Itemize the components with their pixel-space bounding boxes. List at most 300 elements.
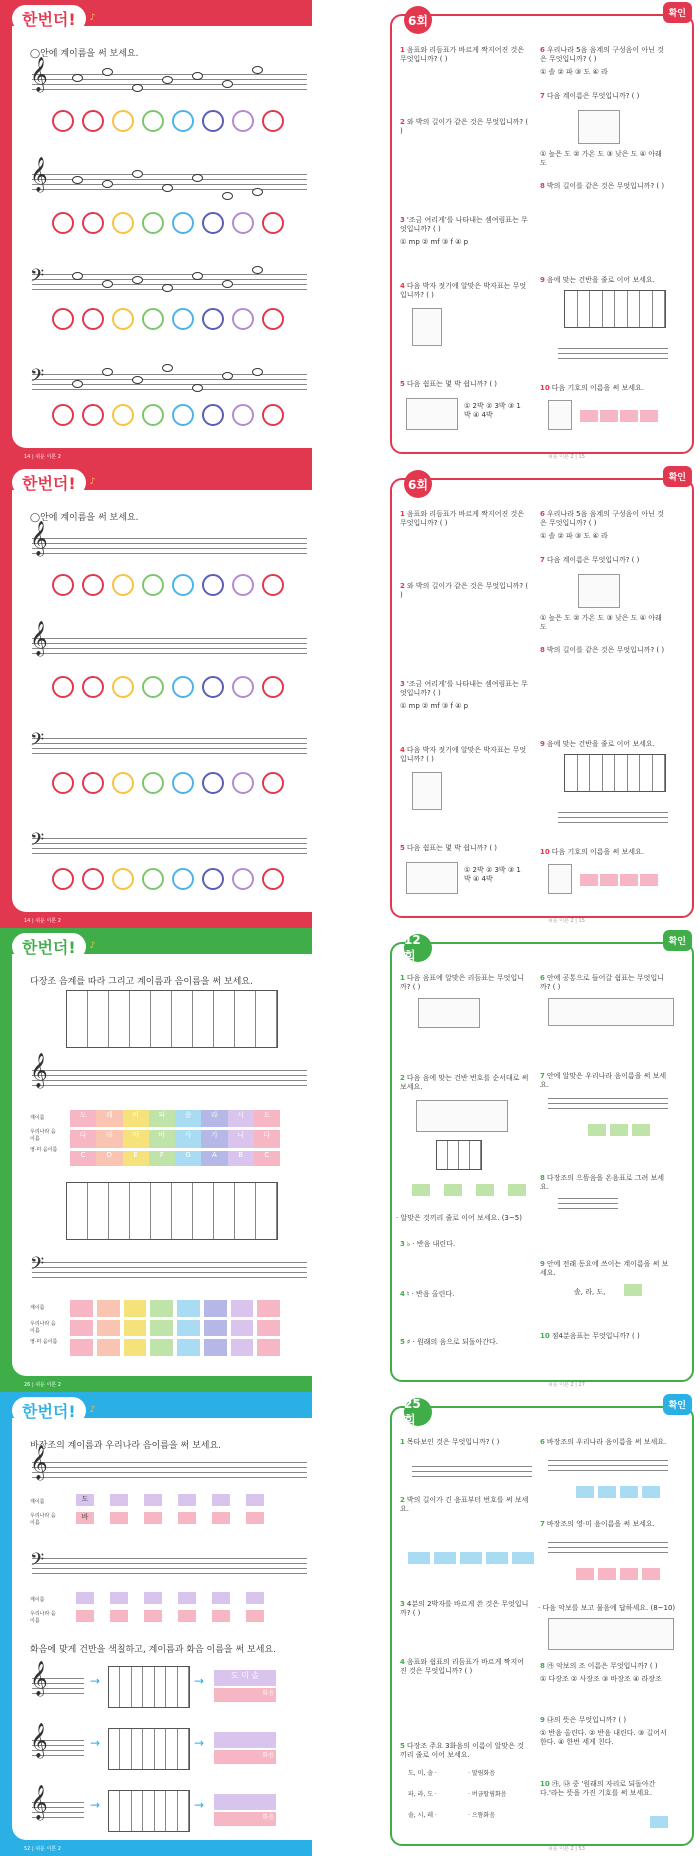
answer-box[interactable] <box>576 1486 594 1498</box>
treble-clef-icon: 𝄞 <box>30 57 48 92</box>
question-9 <box>540 1260 670 1278</box>
note <box>132 376 143 384</box>
question-text: 안에 알맞은 우리나라 음이름을 써 보세요. <box>540 1072 667 1090</box>
question-5 <box>400 380 530 389</box>
note <box>162 284 173 292</box>
answer-circle[interactable] <box>82 676 104 698</box>
note <box>252 368 263 376</box>
solfege-cell: 시 <box>228 1110 254 1127</box>
note <box>132 170 143 178</box>
question-number: 1 <box>400 1438 405 1446</box>
answer-circle[interactable] <box>172 868 194 890</box>
answer-box[interactable] <box>460 1552 482 1564</box>
question-number: 1 <box>400 974 405 982</box>
question-8 <box>540 182 670 191</box>
question-5: 5 ♯ · 원래의 음으로 되돌아간다. <box>400 1338 499 1346</box>
symbol-figure <box>548 864 572 894</box>
question-text: 음에 맞는 건반을 줄로 이어 보세요. <box>546 740 655 748</box>
solfege-cell: 솔 <box>175 1110 201 1127</box>
question-number: 4 <box>400 282 405 290</box>
answer-box[interactable] <box>476 1184 494 1196</box>
answer-circle[interactable] <box>142 212 164 234</box>
answer-circle[interactable] <box>262 308 284 330</box>
answer-box[interactable] <box>178 1592 196 1604</box>
answer-circle[interactable] <box>112 868 134 890</box>
question-text: 우리나라 5음 음계의 구성음이 아닌 것은 무엇입니까? ( ) <box>540 46 664 64</box>
conducting-figure <box>412 772 442 810</box>
answer-box[interactable] <box>110 1592 128 1604</box>
answer-circle[interactable] <box>142 308 164 330</box>
chord-keyboard-2[interactable] <box>108 1728 190 1770</box>
answer-circle[interactable] <box>82 110 104 132</box>
symbol-figure <box>548 400 572 430</box>
row-label-english: 영·미 음이름 <box>30 1339 58 1345</box>
question-number: 6 <box>540 974 545 982</box>
note <box>252 66 263 74</box>
answer-circle[interactable] <box>82 772 104 794</box>
note <box>192 72 203 80</box>
arrow-right-icon: → <box>194 1736 205 1750</box>
answer-circle[interactable] <box>82 868 104 890</box>
note <box>102 180 113 188</box>
question-text: 와 박의 길이가 같은 것은 무엇입니까? ( ) <box>400 582 529 600</box>
question-6 <box>540 46 670 77</box>
question-7-options: ① 높은 도 ② 가온 도 ③ 낮은 도 ④ 아래 도 <box>540 150 662 168</box>
piano-keyboard-top[interactable] <box>66 990 278 1048</box>
answer-box[interactable] <box>246 1494 264 1506</box>
answer-box[interactable] <box>610 1124 628 1136</box>
question-10 <box>540 384 670 393</box>
question-1 <box>400 1438 530 1447</box>
answer-box[interactable] <box>620 410 638 422</box>
check-badge: 확인 <box>663 930 692 951</box>
question-text: 다음 음표에 알맞은 리듬표는 무엇입니까? ( ) <box>400 974 524 992</box>
q7-staff <box>548 1538 668 1556</box>
piano-keyboard-bottom[interactable] <box>66 1182 278 1240</box>
answer-circle[interactable] <box>262 772 284 794</box>
answer-box[interactable] <box>178 1512 196 1524</box>
left-instruction: 다장조 음계를 따라 그리고 계이름과 음이름을 써 보세요. <box>30 977 253 987</box>
answer-box[interactable] <box>620 874 638 886</box>
question-text: ㉮ 악보의 조 이름은 무엇입니까? ( ) <box>546 1662 658 1670</box>
bass-clef-icon: 𝄢 <box>30 1254 45 1279</box>
note <box>192 384 203 392</box>
question-text: 다음 기호의 이름을 써 보세요. <box>551 848 645 856</box>
question-2 <box>400 1496 530 1514</box>
answer-circle[interactable] <box>142 868 164 890</box>
answer-box[interactable] <box>178 1494 196 1506</box>
solfege-cell: 라 <box>201 1110 227 1127</box>
answer-box[interactable] <box>650 1816 668 1828</box>
english-cell: E <box>123 1151 149 1166</box>
answer-circle[interactable] <box>172 404 194 426</box>
answer-circle[interactable] <box>52 772 74 794</box>
answer-box[interactable] <box>640 874 658 886</box>
chord-solfege-box[interactable] <box>214 1732 276 1748</box>
answer-box[interactable] <box>434 1552 456 1564</box>
answer-circle[interactable] <box>172 676 194 698</box>
question-options: ① 솔 ② 파 ③ 도 ④ 라 <box>540 532 608 541</box>
left-page <box>0 0 312 464</box>
answer-circle[interactable] <box>202 868 224 890</box>
answer-box[interactable] <box>408 1552 430 1564</box>
question-text: 다음 박자 젓기에 알맞은 박자표는 무엇입니까? ( ) <box>400 282 527 300</box>
answer-box[interactable] <box>246 1592 264 1604</box>
answer-box[interactable] <box>444 1184 462 1196</box>
english-cell: G <box>175 1151 201 1166</box>
answer-box[interactable] <box>512 1552 534 1564</box>
question-number: 5 <box>400 1742 405 1750</box>
session-badge: 6회 <box>404 6 432 34</box>
answer-box[interactable] <box>144 1494 162 1506</box>
answer-circle[interactable] <box>232 308 254 330</box>
mini-keyboard[interactable] <box>436 1140 482 1170</box>
english-cell: C <box>254 1151 280 1166</box>
answer-box[interactable] <box>624 1284 642 1296</box>
question-number: 6 <box>540 510 545 518</box>
question-2 <box>400 118 530 136</box>
answer-circle[interactable] <box>52 676 74 698</box>
answer-circle[interactable] <box>232 110 254 132</box>
answer-circle[interactable] <box>202 212 224 234</box>
question-text: 음표와 쉼표의 리듬표가 바르게 짝지어진 것은 무엇입니까? ( ) <box>400 1658 524 1676</box>
question-number: 2 <box>400 1074 405 1082</box>
question-3 <box>400 216 530 247</box>
question-number: 10 <box>540 384 550 392</box>
answer-circle[interactable] <box>112 308 134 330</box>
question-text: 다음 계이름은 무엇입니까? ( ) <box>546 556 640 564</box>
answer-circle[interactable] <box>172 212 194 234</box>
answer-box[interactable] <box>76 1592 94 1604</box>
question-text: 다음 박자 젓기에 알맞은 박자표는 무엇입니까? ( ) <box>400 746 527 764</box>
question-text: 4분의 2박자를 바르게 쓴 것은 무엇입니까? ( ) <box>400 1600 529 1618</box>
left-page <box>0 928 312 1392</box>
answer-box[interactable] <box>110 1512 128 1524</box>
answer-box[interactable] <box>110 1610 128 1622</box>
answer-box[interactable] <box>600 874 618 886</box>
answer-box[interactable] <box>642 1568 660 1580</box>
rest-figure <box>406 398 458 430</box>
treble-clef-icon: 𝄞 <box>30 157 48 192</box>
answer-box[interactable] <box>212 1512 230 1524</box>
row-label-solfege: 계이름 <box>30 1115 45 1121</box>
answer-circle[interactable] <box>262 110 284 132</box>
answer-box[interactable] <box>632 1124 650 1136</box>
answer-circle[interactable] <box>202 308 224 330</box>
question-number: 6 <box>540 46 545 54</box>
note <box>222 280 233 288</box>
match-left[interactable]: 도, 미, 솔 · <box>408 1770 437 1777</box>
spread-2 <box>0 464 700 928</box>
note <box>72 272 83 280</box>
answer-circle[interactable] <box>232 404 254 426</box>
answer-box[interactable] <box>246 1610 264 1622</box>
answer-circle[interactable] <box>262 868 284 890</box>
answer-box[interactable] <box>178 1610 196 1622</box>
question-text: '조금 여리게'를 나타내는 셈여림표는 무엇입니까? ( ) <box>400 216 528 234</box>
row-label-korean: 우리나라 음이름 <box>30 1513 56 1526</box>
match-right[interactable]: · 으뜸화음 <box>468 1812 495 1819</box>
answer-staff <box>558 344 668 362</box>
question-number: 5 <box>400 844 405 852</box>
arrow-right-icon: → <box>194 1674 205 1688</box>
question-9 <box>540 740 670 749</box>
answer-circle[interactable] <box>202 404 224 426</box>
question-6 <box>540 974 670 992</box>
question-9 <box>540 276 670 285</box>
answer-box[interactable] <box>508 1184 526 1196</box>
row-label-korean: 우리나라 음이름 <box>30 1611 56 1624</box>
answer-circle[interactable] <box>142 110 164 132</box>
question-6 <box>540 1438 670 1447</box>
treble-clef-icon: 𝄞 <box>30 1723 48 1758</box>
spread-3 <box>0 928 700 1392</box>
staff-1 <box>30 57 307 92</box>
left-header <box>12 4 95 32</box>
question-7 <box>540 92 670 101</box>
answer-circle[interactable] <box>52 308 74 330</box>
answer-box[interactable] <box>642 1486 660 1498</box>
question-text: 음표와 리듬표가 바르게 짝지어진 것은 무엇입니까? ( ) <box>400 46 524 64</box>
answer-circle[interactable] <box>262 212 284 234</box>
question-5-options: ① 2박 ② 3박 ③ 1박 ④ 4박 <box>464 866 521 884</box>
rhythm-figure <box>418 998 480 1028</box>
answer-circle[interactable] <box>112 772 134 794</box>
answer-box[interactable] <box>580 410 598 422</box>
answer-box[interactable] <box>246 1512 264 1524</box>
right-footer: 쉬운 이론 2 | 15 <box>548 918 585 924</box>
piano-keyboard[interactable] <box>564 754 666 792</box>
question-text: 다장조의 으뜸음을 온음표로 그려 보세요. <box>540 1174 664 1192</box>
bass-staff <box>30 1550 307 1576</box>
question-text: ㉯의 뜻은 무엇입니까? ( ) <box>546 1716 627 1724</box>
note <box>72 380 83 388</box>
answer-circle[interactable] <box>112 574 134 596</box>
answer-circle[interactable] <box>262 574 284 596</box>
answer-box[interactable] <box>640 410 658 422</box>
answer-circle[interactable] <box>202 574 224 596</box>
row-label-korean: 우리나라 음이름 <box>30 1129 56 1142</box>
question-options: ① mp ② mf ③ f ④ p <box>400 702 469 711</box>
chord-name-box: 화음 <box>214 1812 276 1826</box>
treble-staff <box>30 1053 307 1088</box>
rest-staff-figure <box>548 998 674 1026</box>
answer-circle[interactable] <box>112 110 134 132</box>
note <box>72 176 83 184</box>
small-tag: ♪ <box>89 1405 96 1415</box>
rest-figure <box>406 862 458 894</box>
answer-circle[interactable] <box>232 212 254 234</box>
answer-circle[interactable] <box>202 110 224 132</box>
note <box>222 192 233 200</box>
question-number: 3 <box>400 1600 405 1608</box>
question-text: 박의 길이가 긴 음표부터 번호를 써 보세요. <box>400 1496 529 1514</box>
question-1 <box>400 46 530 64</box>
question-number: 8 <box>540 182 545 190</box>
answer-circle[interactable] <box>52 212 74 234</box>
question-text: 다음 쉼표는 몇 박 쉽니까? ( ) <box>406 380 498 388</box>
answer-circle[interactable] <box>52 404 74 426</box>
question-2 <box>400 1074 530 1092</box>
answer-circle[interactable] <box>232 772 254 794</box>
answer-circle[interactable] <box>82 404 104 426</box>
answer-staff <box>558 808 668 826</box>
question-10 <box>540 848 670 857</box>
answer-circle[interactable] <box>112 212 134 234</box>
question-7-options: ① 높은 도 ② 가온 도 ③ 낮은 도 ④ 아래 도 <box>540 614 662 632</box>
right-page <box>388 464 700 928</box>
row-label-korean: 우리나라 음이름 <box>30 1321 56 1334</box>
answer-circle[interactable] <box>112 676 134 698</box>
match-right[interactable]: · 딸림화음 <box>468 1770 495 1777</box>
question-number: 3 <box>400 216 405 224</box>
answer-circle[interactable] <box>172 308 194 330</box>
answer-circle[interactable] <box>112 404 134 426</box>
korean-cell: 바 <box>149 1130 175 1147</box>
question-number: 7 <box>540 92 545 100</box>
staff-4 <box>30 830 307 856</box>
solfege-cell: 파 <box>149 1110 175 1127</box>
chord-name-box: 화음 <box>214 1688 276 1702</box>
answer-box[interactable] <box>212 1592 230 1604</box>
question-number: 7 <box>540 1520 545 1528</box>
answer-circle[interactable] <box>142 574 164 596</box>
answer-box[interactable] <box>486 1552 508 1564</box>
answer-box[interactable] <box>144 1512 162 1524</box>
question-text: 다음 계이름은 무엇입니까? ( ) <box>546 92 640 100</box>
answer-box[interactable] <box>588 1124 606 1136</box>
answer-circle[interactable] <box>82 308 104 330</box>
solfege-cell: 도 <box>254 1110 280 1127</box>
note <box>72 74 83 82</box>
left-header <box>12 932 95 960</box>
answer-circle[interactable] <box>202 676 224 698</box>
q1-staff <box>412 1462 532 1480</box>
piano-keyboard[interactable] <box>564 290 666 328</box>
answer-circle[interactable] <box>232 574 254 596</box>
q6-staff <box>548 1456 668 1474</box>
answer-circle[interactable] <box>82 574 104 596</box>
note <box>222 80 233 88</box>
answer-circle[interactable] <box>142 772 164 794</box>
answer-circle[interactable] <box>172 772 194 794</box>
english-cell: C <box>70 1151 96 1166</box>
match-instruction: · 알맞은 것끼리 줄로 이어 보세요. (3~5) <box>396 1214 522 1222</box>
answer-box[interactable] <box>576 1568 594 1580</box>
answer-circle[interactable] <box>232 676 254 698</box>
answer-box[interactable] <box>598 1486 616 1498</box>
bass-clef-icon: 𝄢 <box>30 730 45 755</box>
answer-box[interactable] <box>76 1610 94 1622</box>
note <box>252 188 263 196</box>
bass-staff <box>30 1254 307 1280</box>
match-left[interactable]: 파, 라, 도 · <box>408 1791 437 1798</box>
question-number: 9 <box>540 1716 545 1724</box>
korean-cell: 바 <box>76 1512 94 1524</box>
question-text: 목타보인 것은 무엇입니까? ( ) <box>406 1438 500 1446</box>
answer-circle[interactable] <box>202 772 224 794</box>
question-number: 8 <box>540 1174 545 1182</box>
question-text: · 원래의 음으로 되돌아간다. <box>412 1338 499 1346</box>
check-badge: 확인 <box>663 466 692 487</box>
score-figure <box>548 1618 674 1650</box>
staff-3 <box>30 730 307 756</box>
chord-staff-1 <box>30 1661 84 1696</box>
spread-1 <box>0 0 700 464</box>
check-badge: 확인 <box>663 1394 692 1415</box>
answer-circle[interactable] <box>262 404 284 426</box>
answer-box[interactable] <box>212 1494 230 1506</box>
row-label-solfege: 계이름 <box>30 1597 45 1603</box>
treble-clef-icon: 𝄞 <box>30 621 48 656</box>
korean-cell: 라 <box>96 1130 122 1147</box>
answer-box[interactable] <box>144 1592 162 1604</box>
right-footer: 쉬운 이론 2 | 15 <box>548 454 585 460</box>
arrow-right-icon: → <box>90 1736 101 1750</box>
answer-circle[interactable] <box>52 574 74 596</box>
chord-keyboard-3[interactable] <box>108 1790 190 1832</box>
answer-box[interactable] <box>620 1486 638 1498</box>
answer-circle[interactable] <box>142 404 164 426</box>
question-number: 3 <box>400 1240 405 1248</box>
answer-circle[interactable] <box>82 212 104 234</box>
question-5-options: ① 2박 ② 3박 ③ 1박 ④ 4박 <box>464 402 521 420</box>
rhythm-options <box>548 198 672 258</box>
question-8 <box>540 646 670 655</box>
answer-box[interactable] <box>212 1610 230 1622</box>
english-cell: D <box>96 1151 122 1166</box>
left-footer: 14 | 쉬운 이론 2 <box>24 918 61 924</box>
answer-circle[interactable] <box>142 676 164 698</box>
answer-box[interactable] <box>600 410 618 422</box>
question-number: 10 <box>540 848 550 856</box>
answer-circle[interactable] <box>172 574 194 596</box>
treble-clef-icon: 𝄞 <box>30 1785 48 1820</box>
question-number: 9 <box>540 1260 545 1268</box>
english-cell: A <box>201 1151 227 1166</box>
answer-box[interactable] <box>620 1568 638 1580</box>
question-options: ① 반음 올린다. ② 반음 내린다. ③ 길어서 한다. ④ 한번 세게 친다. <box>540 1729 667 1747</box>
answer-circle[interactable] <box>232 868 254 890</box>
q5-matching <box>408 1768 528 1819</box>
question-number: 5 <box>400 380 405 388</box>
answer-box[interactable] <box>412 1184 430 1196</box>
answer-box[interactable] <box>110 1494 128 1506</box>
korean-cell: 나 <box>228 1130 254 1147</box>
chord-keyboard-1[interactable] <box>108 1666 190 1708</box>
left-header <box>12 1396 95 1424</box>
answer-circle[interactable] <box>52 110 74 132</box>
question-number: 5 <box>400 1338 405 1346</box>
answer-circle[interactable] <box>172 110 194 132</box>
question-number: 4 <box>400 1290 405 1298</box>
match-right[interactable]: · 버금딸림화음 <box>468 1791 507 1798</box>
left-footer: 52 | 쉬운 이론 2 <box>24 1846 61 1852</box>
left-instruction-2: 화음에 맞게 건반을 색칠하고, 계이름과 화음 이름을 써 보세요. <box>30 1645 276 1655</box>
answer-circle[interactable] <box>262 676 284 698</box>
answer-box[interactable] <box>598 1568 616 1580</box>
answer-circle[interactable] <box>52 868 74 890</box>
answer-box[interactable] <box>144 1610 162 1622</box>
question-10 <box>540 1332 670 1341</box>
chord-solfege-box[interactable] <box>214 1794 276 1810</box>
question-text: 안에 공통으로 들어갈 쉼표는 무엇입니까? ( ) <box>540 974 664 992</box>
question-number: 8 <box>540 646 545 654</box>
answer-box[interactable] <box>580 874 598 886</box>
question-text: 와 박의 길이가 같은 것은 무엇입니까? ( ) <box>400 118 529 136</box>
question-4 <box>400 1658 530 1676</box>
match-left[interactable]: 솔, 시, 레 · <box>408 1812 437 1819</box>
